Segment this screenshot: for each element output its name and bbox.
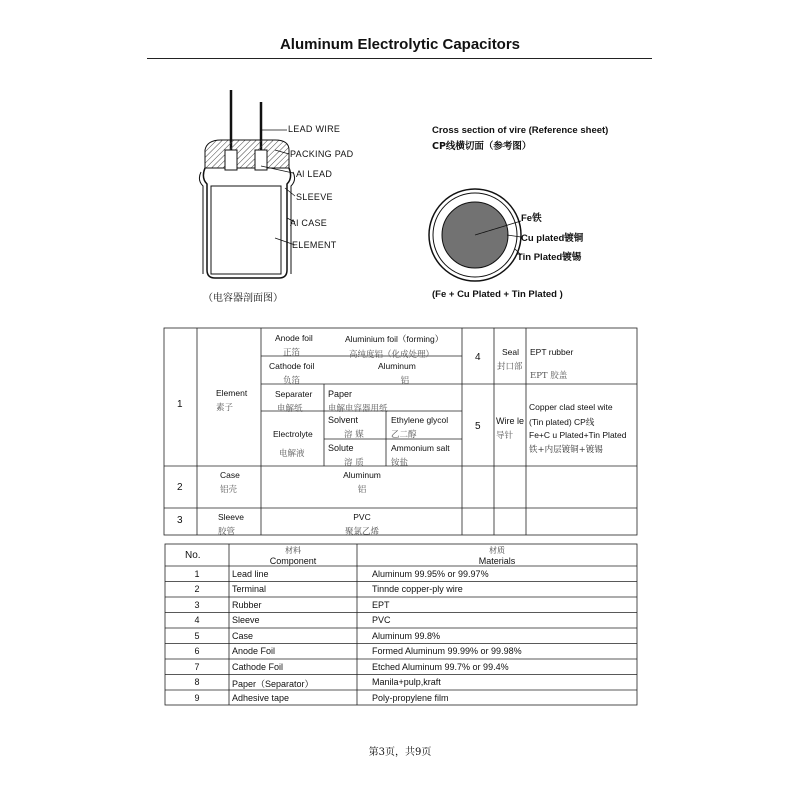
table2-header-no: No. <box>185 550 201 561</box>
element-zh: 素子 <box>216 403 234 413</box>
row-number: 8 <box>194 677 200 687</box>
paper-cell: Paper 电解电容器用纸 <box>328 389 388 414</box>
row-number: 3 <box>177 515 183 526</box>
row-number: 2 <box>194 584 200 594</box>
cathode-value-cell: Aluminum 铝 <box>378 361 416 386</box>
label-tin-plated: Tin Plated镀锡 <box>517 252 582 263</box>
sleeve-cell: Sleeve 胶管 <box>218 512 244 537</box>
component-cell: Cathode Foil <box>232 661 284 672</box>
wire-cell: Wire le 导针 <box>496 416 525 441</box>
material-cell: Aluminum 99.8% <box>372 630 441 641</box>
label-cu-plated: Cu plated镀铜 <box>521 233 584 244</box>
wire-value-line-1: Copper clad steel wite <box>529 402 613 412</box>
component-cell: Anode Foil <box>232 646 276 656</box>
row-number: 1 <box>194 568 200 579</box>
anode-cell: Anode foil 正箔 <box>275 333 313 358</box>
row-number: 9 <box>194 692 200 703</box>
ammonium-salt-cell: Ammonium salt 铵盐 <box>391 443 450 468</box>
ept-cell: EPT rubber EPT 胶盖 <box>530 347 574 381</box>
component-cell: Paper（Separator） <box>232 679 314 689</box>
label-al-lead: Al LEAD <box>296 169 333 179</box>
label-element: ELEMENT <box>292 240 337 250</box>
component-cell: Terminal <box>232 584 267 594</box>
material-cell: EPT <box>372 599 390 610</box>
wire-value-line-4: 铁+内层镀铜+镀锡 <box>529 445 603 455</box>
cross-section-caption: (Fe + Cu Plated + Tin Plated ) <box>432 289 563 300</box>
component-cell: Case <box>232 630 254 641</box>
row-number: 7 <box>194 661 200 672</box>
material-cell: Manila+pulp,kraft <box>372 677 441 687</box>
cathode-cell: Cathode foil 负箔 <box>269 361 315 386</box>
label-packing-pad: PACKING PAD <box>290 149 354 159</box>
material-cell: PVC <box>372 615 391 625</box>
row-number: 4 <box>194 615 200 625</box>
electrolyte-cell: Electrolyte 电解液 <box>273 429 313 459</box>
label-sleeve: SLEEVE <box>296 192 333 202</box>
row-number: 4 <box>475 352 481 363</box>
row-number: 3 <box>194 599 200 610</box>
anode-value-cell: Aluminium foil（forming） 高纯度铝（化成处理） <box>345 334 444 360</box>
component-cell: Rubber <box>232 599 262 610</box>
row-number: 5 <box>475 421 481 432</box>
solute-cell: Solute 溶 质 <box>328 443 364 468</box>
row-number: 1 <box>177 399 183 410</box>
solvent-cell: Solvent 溶 媒 <box>328 415 364 440</box>
label-lead-wire: LEAD WIRE <box>288 124 341 134</box>
material-cell: Poly-propylene film <box>372 692 449 703</box>
label-al-case: Al CASE <box>290 218 328 228</box>
row-number: 5 <box>194 630 200 641</box>
wire-value-line-2: (Tin plated) CP线 <box>529 417 595 427</box>
table2-header-materials: 材质 Materials <box>478 546 516 566</box>
seal-cell: Seal 封口部 <box>497 347 523 372</box>
material-cell: Aluminum 99.95% or 99.97% <box>372 568 489 579</box>
case-cell: Case 铝壳 <box>220 470 240 495</box>
row-number: 2 <box>177 482 183 493</box>
material-cell: Formed Aluminum 99.99% or 99.98% <box>372 646 522 656</box>
ethylene-glycol-cell: Ethylene glycol 乙二醇 <box>391 415 449 440</box>
row-number: 6 <box>194 646 200 656</box>
diagram-caption: （电容器剖面图） <box>203 293 283 304</box>
component-cell: Lead line <box>232 568 269 579</box>
cross-section-title: Cross section of vire (Reference sheet) <box>432 125 609 136</box>
component-cell: Sleeve <box>232 615 260 625</box>
table2-header-component: 材料 Component <box>269 546 317 566</box>
sleeve-value-cell: PVC 聚氯乙烯 <box>344 512 379 537</box>
separater-cell: Separater 电解纸 <box>275 389 313 414</box>
case-value-cell: Aluminum 铝 <box>343 470 381 495</box>
wire-value-line-3: Fe+C u Plated+Tin Plated <box>529 430 627 440</box>
material-cell: Etched Aluminum 99.7% or 99.4% <box>372 661 509 672</box>
label-fe: Fe铁 <box>521 213 542 224</box>
element-en: Element <box>216 388 248 398</box>
page-number: 第3页，共9页 <box>368 747 432 758</box>
page-title: Aluminum Electrolytic Capacitors <box>279 36 521 53</box>
cross-section-subtitle: CP线横切面（参考图） <box>432 141 532 152</box>
material-cell: Tinnde copper-ply wire <box>372 584 463 594</box>
component-cell: Adhesive tape <box>232 692 290 703</box>
